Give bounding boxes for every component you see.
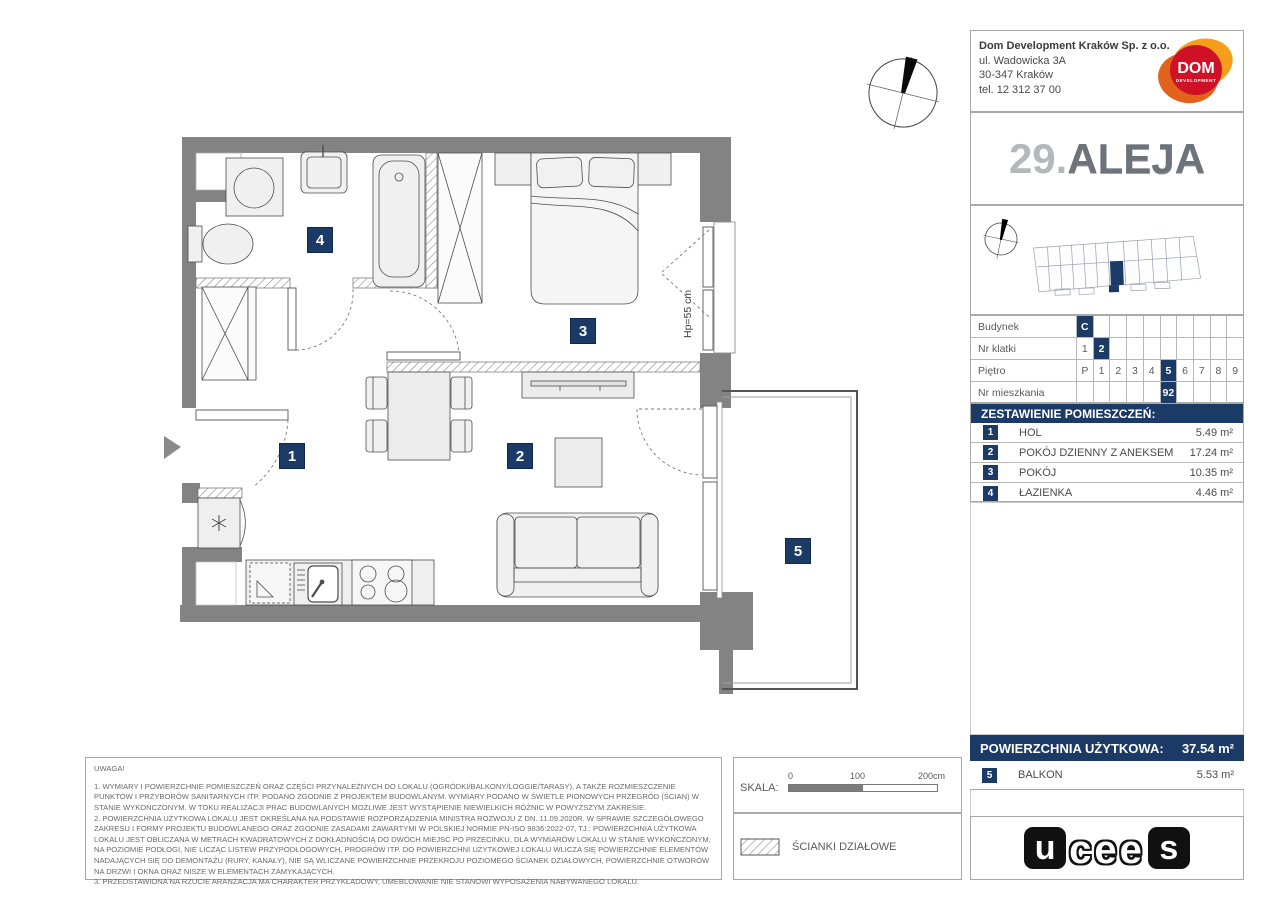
location-cell bbox=[1227, 338, 1243, 359]
location-cell: 2 bbox=[1094, 338, 1111, 359]
location-cell: C bbox=[1077, 316, 1094, 337]
chair bbox=[451, 377, 472, 409]
disclaimer-paragraph-1: 1. WYMIARY I POWIERZCHNIE POMIESZCZEŃ ORAZ CZĘŚCI PRZYNALEŻNYCH DO LOKALU (OGRÓDKI/BALKONY/LOGGIE/TARASY), A TAKŻE ROZMIESZCZENIE PUNKTÓW I PRZYBORÓW SANITARNYCH ITP. PODANO ZGODNIE Z PROJEKTEM BUDOWLANYM. WYMIARY PODANO W ŚWIETLE PIONOWYCH PRZEGRÓD (ŚCIAN) W STANIE WYKOŃCZONYM. W TOKU REALIZACJI PRAC BUDOWLANYCH MOŻLIWE JEST WYSTĄPIENIE NIEWIELKICH RÓŻNIC W POWYŻSZYM ZAKRESIE. bbox=[94, 781, 699, 812]
table-row bbox=[971, 316, 1243, 338]
row-label: Nr mieszkania bbox=[971, 382, 1077, 404]
room-badge-hol: 1 bbox=[279, 443, 305, 469]
spacer-panel bbox=[970, 790, 1244, 816]
windows bbox=[700, 222, 735, 598]
partition-hatch-swatch bbox=[740, 838, 780, 856]
table-row bbox=[971, 338, 1243, 360]
room-number-badge: 4 bbox=[983, 486, 998, 501]
location-cell bbox=[1211, 382, 1228, 404]
location-cell bbox=[1177, 382, 1194, 404]
project-logo bbox=[1008, 134, 1206, 182]
dining-table bbox=[388, 372, 450, 460]
entrance-arrow-icon bbox=[164, 436, 181, 459]
location-cell: 92 bbox=[1161, 382, 1178, 404]
dom-development-logo bbox=[1155, 33, 1237, 109]
location-cell: 1 bbox=[1094, 360, 1111, 381]
building-overview-box bbox=[970, 205, 1244, 315]
location-cell bbox=[1110, 338, 1127, 359]
location-cell bbox=[1127, 382, 1144, 404]
disclaimer-paragraph-3: 3. PRZEDSTAWIONA NA RZUCIE ARANŻACJA MA CHARAKTER PRZYKŁADOWY, UMEBLOWANIE NIE STANOWI WYPOSAŻENIA NABYWANEGO LOKALU. bbox=[94, 877, 640, 887]
location-cell bbox=[1227, 316, 1243, 337]
location-cell bbox=[1144, 382, 1161, 404]
room-row bbox=[971, 443, 1243, 463]
disclaimer-paragraph-2: 2. POWIERZCHNIA UŻYTKOWA LOKALU JEST OKREŚLANA NA PODSTAWIE ROZPORZĄDZENIA MINISTRA ROZWOJU Z DN. 11.09.2020R. W SPRAWIE SZCZEGÓŁOWEGO ZAKRESU I FORMY PROJEKTU BUDOWLANEGO ORAZ ZGODNIE ZASADAMI ZAWARTYMI W POLSKIEJ NORMIE PN-ISO 9836:2022-07, TJ.: POWIERZCHNIA UŻYTKOWA LOKALU JEST OBLICZANA W METRACH KWADRATOWYCH Z DOKŁADNOŚCIĄ DO DWÓCH MIEJSC PO PRZECINKU, DLA WYMIARÓW LOKALU W STANIE WYKOŃCZONYM, NA POZIOMIE PODŁOGI, NIE LICZĄC LISTEW PRZYPODŁOGOWYCH, PROGRÓW ITP. DO POWIERZCHNI UŻYTKOWEJ LOKALU WLICZA SIĘ POWIERZCHNIE ELEMENTÓW NADAJĄCYCH SIĘ DO DEMONTAŻU (RURY, KANAŁY), NIE SĄ WLICZANE POWIERZCHNIE PRZEKROJU POZIOMEGO ŚCIANEK DZIAŁOWYCH, POWIERZCHNIE OTWORÓW NA DRZWI I OKNA ORAZ NISZE W ELEMENTACH ZAMYKAJĄCYCH. bbox=[94, 813, 711, 876]
location-cell: 3 bbox=[1127, 360, 1144, 381]
svg-text:DOM: DOM bbox=[1177, 60, 1215, 77]
room-row bbox=[971, 463, 1243, 483]
location-cell bbox=[1211, 338, 1228, 359]
usable-area-label: POWIERZCHNIA UŻYTKOWA: bbox=[980, 740, 1164, 756]
location-cell bbox=[1094, 382, 1111, 404]
project-logo-rest: ALEJA bbox=[1067, 134, 1206, 182]
company-info-box bbox=[970, 30, 1244, 112]
scale-bar-box bbox=[733, 757, 962, 813]
company-address-1: ul. Wadowicka 3A bbox=[979, 54, 1067, 67]
ucees-logo-left: u bbox=[1024, 827, 1066, 869]
room-number-badge: 5 bbox=[982, 768, 997, 783]
room-badge-bedroom: 3 bbox=[570, 318, 596, 344]
building-overview-map bbox=[971, 206, 1243, 314]
room-area: 5.53 m² bbox=[1196, 769, 1234, 781]
disclaimer-box bbox=[85, 757, 722, 887]
location-cell bbox=[1144, 316, 1161, 337]
rooms-list-box bbox=[970, 403, 1244, 502]
room-row bbox=[971, 423, 1243, 443]
sofa bbox=[497, 513, 658, 597]
scale-tick-0: 0 bbox=[788, 771, 794, 781]
room-name: BALKON bbox=[1018, 769, 1063, 781]
washing-machine bbox=[226, 158, 283, 216]
wall-niche bbox=[196, 562, 236, 605]
room-number-badge: 1 bbox=[983, 425, 998, 440]
building-footprint bbox=[1033, 236, 1201, 296]
mini-compass-icon bbox=[979, 216, 1023, 263]
window-height-note: Hp=55 cm bbox=[682, 289, 694, 338]
room-area: 17.24 m² bbox=[1189, 446, 1233, 459]
scale-tick-200: 200cm bbox=[918, 771, 946, 781]
balcony-row bbox=[970, 761, 1244, 790]
location-cell bbox=[1094, 316, 1111, 337]
location-cell bbox=[1127, 338, 1144, 359]
chair bbox=[366, 420, 387, 452]
location-cell: 6 bbox=[1177, 360, 1194, 381]
unit-location-table bbox=[970, 315, 1244, 403]
location-cell bbox=[1227, 382, 1243, 404]
room-area: 10.35 m² bbox=[1189, 466, 1233, 479]
coffee-table bbox=[555, 438, 602, 487]
ucees-logo-box bbox=[970, 816, 1244, 880]
location-cell: 1 bbox=[1077, 338, 1094, 359]
project-logo-box bbox=[970, 112, 1244, 205]
location-cell bbox=[1194, 382, 1211, 404]
ucees-logo-right: s bbox=[1148, 827, 1190, 869]
location-cell: 7 bbox=[1194, 360, 1211, 381]
location-cell bbox=[1110, 316, 1127, 337]
row-label: Nr klatki bbox=[971, 338, 1077, 359]
location-cell bbox=[1177, 316, 1194, 337]
disclaimer-title: UWAGA! bbox=[94, 764, 125, 773]
room-area: 4.46 m² bbox=[1195, 487, 1233, 499]
nightstand-right bbox=[638, 153, 671, 185]
empty-panel bbox=[970, 502, 1244, 735]
room-badge-living: 2 bbox=[507, 443, 533, 469]
scale-label: SKALA: bbox=[740, 782, 779, 794]
company-address-2: 30-347 Kraków bbox=[979, 69, 1053, 81]
room-row bbox=[971, 483, 1243, 503]
room-area: 5.49 m² bbox=[1195, 426, 1233, 439]
toilet bbox=[188, 226, 202, 262]
row-label: Piętro bbox=[971, 360, 1077, 381]
room-badge-bathroom: 4 bbox=[307, 227, 333, 253]
table-row bbox=[971, 382, 1243, 404]
location-cell: 5 bbox=[1161, 360, 1178, 381]
location-cell bbox=[1110, 382, 1127, 404]
row-label: Budynek bbox=[971, 316, 1077, 337]
location-cell bbox=[1127, 316, 1144, 337]
location-cell: 8 bbox=[1211, 360, 1228, 381]
location-cell bbox=[1144, 338, 1161, 359]
nightstand-left bbox=[495, 153, 531, 185]
room-name: HOL bbox=[1019, 426, 1042, 439]
room-number-badge: 2 bbox=[983, 445, 998, 460]
legend-partition-label: ŚCIANKI DZIAŁOWE bbox=[792, 840, 897, 853]
location-cell bbox=[1194, 316, 1211, 337]
highlighted-unit bbox=[1110, 261, 1124, 285]
chair bbox=[451, 420, 472, 452]
location-cell bbox=[1161, 338, 1178, 359]
usable-area-value: 37.54 m² bbox=[1181, 740, 1234, 756]
location-cell bbox=[1161, 316, 1178, 337]
room-number-badge: 3 bbox=[983, 465, 998, 480]
company-phone: tel. 12 312 37 00 bbox=[979, 83, 1061, 96]
location-cell bbox=[1211, 316, 1228, 337]
location-cell bbox=[1177, 338, 1194, 359]
bathtub bbox=[373, 155, 425, 287]
room-badge-balcony: 5 bbox=[785, 538, 811, 564]
usable-area-bar bbox=[970, 735, 1244, 761]
legend-box bbox=[733, 813, 962, 880]
company-name: Dom Development Kraków Sp. z o.o. bbox=[979, 40, 1170, 52]
ucees-logo bbox=[1024, 827, 1190, 872]
scale-bar-fill bbox=[789, 785, 863, 791]
compass-icon bbox=[858, 48, 948, 138]
table-row bbox=[971, 360, 1243, 382]
svg-text:DEVELOPMENT: DEVELOPMENT bbox=[1175, 78, 1217, 83]
location-cell bbox=[1077, 382, 1094, 404]
room-name: POKÓJ bbox=[1019, 466, 1057, 479]
location-cell: 4 bbox=[1144, 360, 1161, 381]
location-cell: 9 bbox=[1232, 364, 1239, 377]
scale-bar bbox=[788, 784, 938, 792]
location-cell bbox=[1194, 338, 1211, 359]
location-cell: P bbox=[1077, 360, 1094, 381]
location-cell: 2 bbox=[1110, 360, 1127, 381]
rooms-list-header: ZESTAWIENIE POMIESZCZEŃ: bbox=[971, 404, 1243, 423]
project-logo-prefix: 29. bbox=[1008, 134, 1068, 182]
ucees-logo-mid: cee bbox=[1069, 828, 1145, 872]
chair bbox=[366, 377, 387, 409]
room-name: ŁAZIENKA bbox=[1019, 487, 1073, 499]
room-name: POKÓJ DZIENNY Z ANEKSEM bbox=[1019, 446, 1174, 459]
scale-tick-100: 100 bbox=[850, 771, 866, 781]
